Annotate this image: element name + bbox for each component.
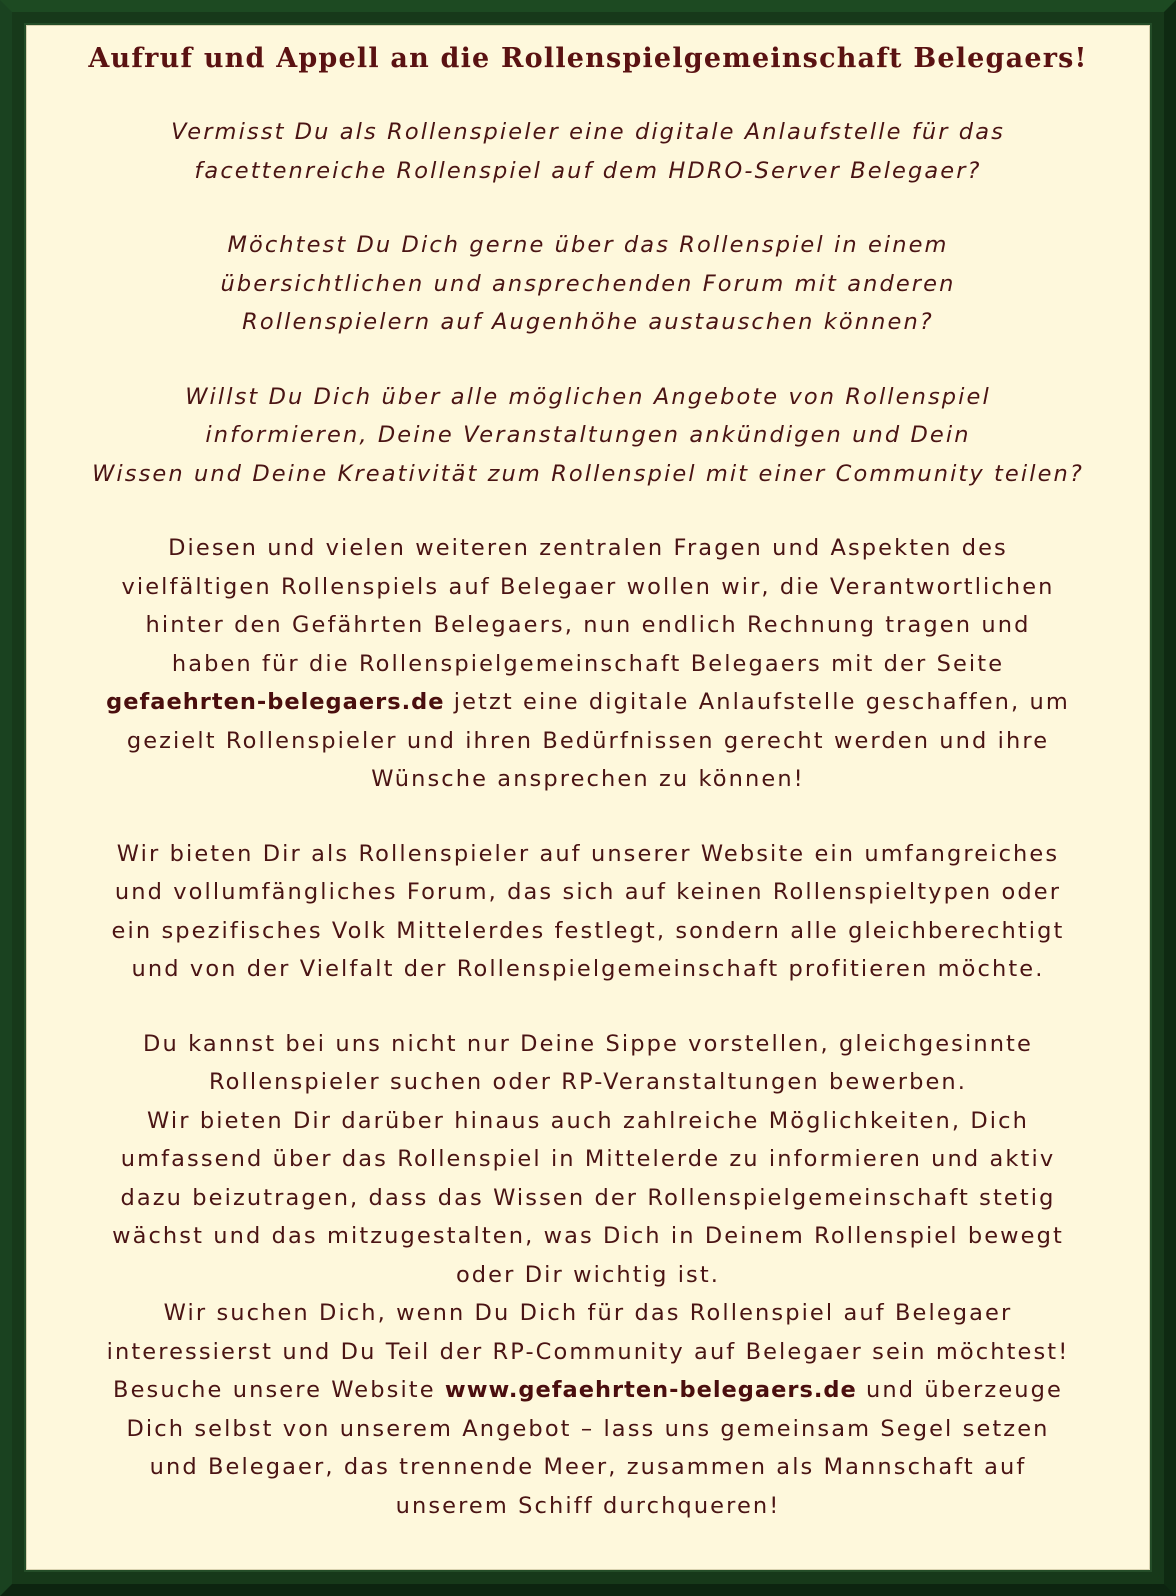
text-line [36, 1371, 1140, 1410]
text-line [36, 683, 1140, 722]
text-line: gezielt Rollenspieler und ihren Bedürfnissen gerecht werden und ihre [126, 727, 1050, 754]
text-line: wächst und das mitzugestalten, was Dich in Deinem Rollenspiel bewegt [112, 1223, 1064, 1249]
text-line: und Belegaer, das trennende Meer, zusammen als Mannschaft auf [149, 1454, 1027, 1480]
website-link[interactable]: www.gefaehrten-belegaers.de [444, 1377, 857, 1403]
text-line: interessierst und Du Teil der RP-Community auf Belegaer sein möchtest! [106, 1338, 1070, 1365]
text-line: und vollumfängliches Forum, das sich auf keinen Rollenspieltypen oder [114, 879, 1062, 905]
text-line: oder Dir wichtig ist. [455, 1261, 721, 1288]
text-line: Diesen und vielen weiteren zentralen Fragen und Aspekten des [168, 535, 1008, 561]
text-line: informieren, Deine Veranstaltungen ankündigen und Dein [205, 422, 971, 448]
text-line: facettenreiche Rollenspiel auf dem HDRO-Server Belegaer? [194, 157, 982, 184]
paragraph-offer [36, 1025, 1140, 1526]
text-fragment: jetzt eine digitale Anlaufstelle geschaffen, um [444, 689, 1070, 715]
text-line: haben für die Rollenspielgemeinschaft Belegaers mit der Seite [171, 650, 1005, 677]
appeal-document [24, 23, 1152, 1572]
text-fragment: Besuche unsere Website [113, 1377, 445, 1403]
text-line: Wir bieten Dir darüber hinaus auch zahlreiche Möglichkeiten, Dich [147, 1107, 1029, 1134]
text-line: unserem Schiff durchqueren! [395, 1492, 781, 1519]
page-title: Aufruf und Appell an die Rollenspielgemeinschaft Belegaers! [88, 43, 1088, 74]
text-line: Willst Du Dich über alle möglichen Angebote von Rollenspiel [185, 383, 991, 410]
text-line: Wünsche ansprechen zu können! [371, 766, 805, 792]
question-2 [36, 226, 1140, 342]
text-line: und von der Vielfalt der Rollenspielgemeinschaft profitieren möchte. [131, 956, 1045, 982]
text-line: ein spezifisches Volk Mittelerdes festlegt, sondern alle gleichberechtigt [111, 917, 1065, 944]
question-3 [36, 378, 1140, 494]
text-line: Du kannst bei uns nicht nur Deine Sippe vorstellen, gleichgesinnte [143, 1030, 1033, 1057]
text-fragment: und überzeuge [856, 1377, 1063, 1403]
site-link[interactable]: gefaehrten-belegaers.de [106, 689, 445, 715]
paragraph-forum [36, 835, 1140, 989]
paragraph-intro [36, 529, 1140, 799]
text-line: dazu beizutragen, dass das Wissen der Rollenspielgemeinschaft stetig [120, 1184, 1056, 1211]
text-line: Wir bieten Dir als Rollenspieler auf unserer Website ein umfangreiches [116, 840, 1060, 867]
text-line: hinter den Gefährten Belegaers, nun endlich Rechnung tragen und [145, 612, 1031, 638]
text-line: Dich selbst von unserem Angebot – lass uns gemeinsam Segel setzen [126, 1415, 1050, 1442]
text-line: übersichtlichen und ansprechenden Forum mit anderen [220, 270, 956, 297]
text-line: vielfältigen Rollenspiels auf Belegaer wollen wir, die Verantwortlichen [121, 573, 1055, 600]
text-line: umfassend über das Rollenspiel in Mittelerde zu informieren und aktiv [120, 1146, 1056, 1172]
text-line: Möchtest Du Dich gerne über das Rollenspiel in einem [227, 232, 949, 258]
text-line: Wissen und Deine Kreativität zum Rollenspiel mit einer Community teilen? [92, 460, 1084, 487]
text-line: Vermisst Du als Rollenspieler eine digitale Anlaufstelle für das [171, 119, 1005, 145]
text-line: Rollenspielern auf Augenhöhe austauschen können? [242, 309, 934, 335]
text-line: Rollenspieler suchen oder RP-Veranstaltungen bewerben. [208, 1069, 968, 1095]
question-1 [36, 113, 1140, 190]
text-line: Wir suchen Dich, wenn Du Dich für das Rollenspiel auf Belegaer [163, 1300, 1013, 1326]
